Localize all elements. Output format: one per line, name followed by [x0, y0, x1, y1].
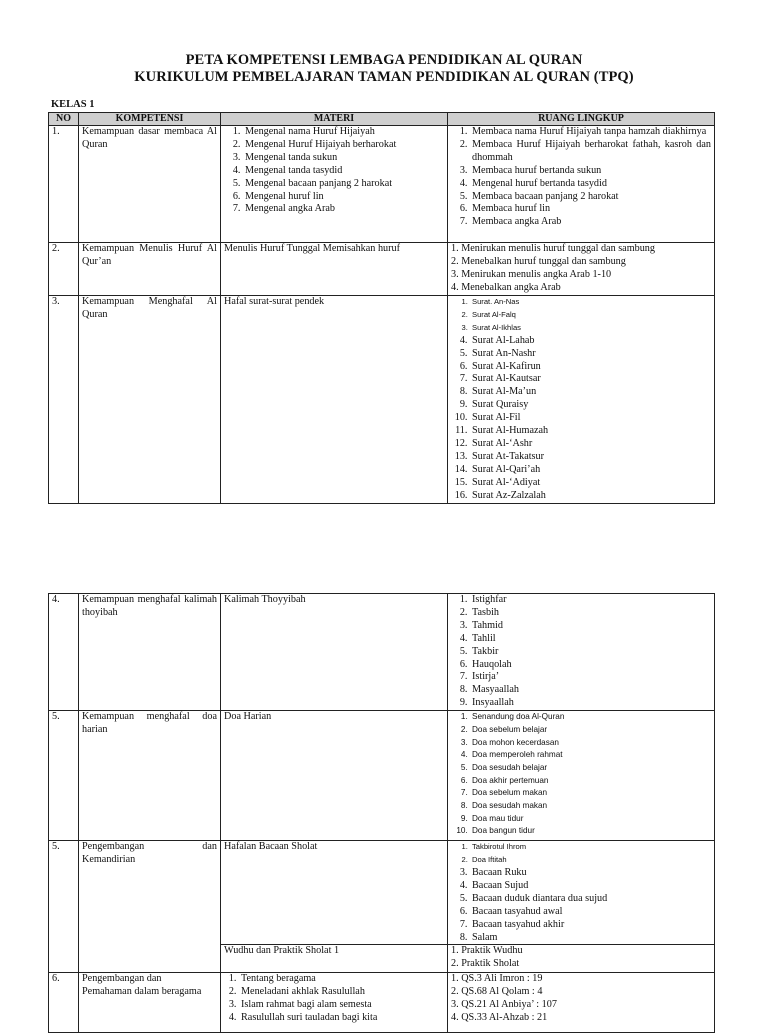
list-item: 4. Bacaan Sujud	[470, 880, 711, 893]
list-item: 4. Menebalkan angka Arab	[451, 281, 561, 293]
list-item: 2. Surat Al-Falq	[470, 309, 711, 322]
list-item: 4. Mengenal huruf bertanda tasydid	[470, 178, 711, 191]
list-item: 6. Surat Al-Kafirun	[470, 361, 711, 374]
list-item: 15. Surat Al-‘Adiyat	[470, 477, 711, 490]
list-item: 9. Doa mau tidur	[470, 813, 711, 826]
list-item: 1. Mengenal nama Huruf Hijaiyah	[243, 126, 444, 139]
list-item: 3. Menirukan menulis angka Arab 1-10	[451, 268, 612, 280]
list-item: 3. Tahmid	[470, 620, 711, 633]
list-item: 3. Surat Al-Ikhlas	[470, 322, 711, 335]
page-title: PETA KOMPETENSI LEMBAGA PENDIDIKAN AL QURAN	[185, 52, 583, 68]
kelas-label: KELAS 1	[51, 99, 95, 110]
list-item: 4. Mengenal tanda tasydid	[243, 165, 444, 178]
list-item: 13. Surat At-Takatsur	[470, 451, 711, 464]
col-header-ruang-lingkup: RUANG LINGKUP	[448, 113, 715, 126]
table-row	[49, 841, 715, 945]
kompetensi-line: Pengembangan dan	[82, 973, 162, 985]
list-item: 6. Hauqolah	[470, 659, 711, 672]
kompetensi-cell: Kemampuan Menulis Huruf Al Qur’an	[79, 243, 221, 296]
table-header-row	[49, 113, 715, 126]
list-item: 8. Surat Al-Ma’un	[470, 386, 711, 399]
list-item: 10. Surat Al-Fil	[470, 412, 711, 425]
kompetensi-word: dan	[202, 841, 217, 853]
list-item: 7. Istirja’	[470, 671, 711, 684]
competency-table-1	[48, 112, 715, 504]
list-item: 9. Surat Quraisy	[470, 399, 711, 412]
list-item: 1. Senandung doa Al-Quran	[470, 711, 711, 724]
ruang-lingkup-cell	[448, 841, 715, 945]
list-item: 3. Islam rahmat bagi alam semesta	[239, 999, 444, 1012]
list-item: 10. Doa bangun tidur	[470, 825, 711, 838]
list-item: 1. Membaca nama Huruf Hijaiyah tanpa hamzah diakhirnya	[470, 126, 711, 139]
row-number: 1.	[49, 126, 79, 243]
kompetensi-line: Pemahaman dalam beragama	[82, 986, 202, 998]
materi-cell: Hafal surat-surat pendek	[221, 296, 448, 504]
list-item: 6. Membaca huruf lin	[470, 203, 711, 216]
kompetensi-cell: Kemampuan menghafal doa harian	[79, 711, 221, 841]
list-item: 4. Rasulullah suri tauladan bagi kita	[239, 1012, 444, 1025]
materi-cell: Wudhu dan Praktik Sholat 1	[221, 945, 448, 973]
table-row	[49, 243, 715, 296]
list-item: 4. Doa memperoleh rahmat	[470, 749, 711, 762]
list-item: 1. Takbirotul Ihrom	[470, 841, 711, 854]
list-item: 14. Surat Al-Qari’ah	[470, 464, 711, 477]
list-item: 7. Surat Al-Kautsar	[470, 373, 711, 386]
list-item: 6. Doa akhir pertemuan	[470, 775, 711, 788]
ruang-lingkup-cell	[448, 711, 715, 841]
col-header-materi: MATERI	[221, 113, 448, 126]
page-subtitle: KURIKULUM PEMBELAJARAN TAMAN PENDIDIKAN AL QURAN (TPQ)	[134, 69, 634, 85]
list-item: 2. Tasbih	[470, 607, 711, 620]
ruang-lingkup-cell	[448, 243, 715, 296]
ruang-lingkup-cell	[448, 296, 715, 504]
ruang-lingkup-cell	[448, 945, 715, 973]
list-item: 1. Istighfar	[470, 594, 711, 607]
kompetensi-word: Pengembangan	[82, 841, 145, 853]
list-item: 5. Takbir	[470, 646, 711, 659]
list-item: 3. Mengenal tanda sukun	[243, 152, 444, 165]
list-item: 9. Insyaallah	[470, 697, 711, 710]
list-item: 2. Menebalkan huruf tunggal dan sambung	[451, 255, 626, 267]
list-item: 6. Mengenal huruf lin	[243, 191, 444, 204]
row-number: 5.	[49, 841, 79, 973]
row-number: 5.	[49, 711, 79, 841]
row-number: 3.	[49, 296, 79, 504]
kompetensi-cell: Kemampuan menghafal kalimah thoyibah	[79, 594, 221, 711]
col-header-kompetensi: KOMPETENSI	[79, 113, 221, 126]
kompetensi-word: Kemandirian	[82, 854, 136, 866]
list-item: 1. Praktik Wudhu	[451, 945, 523, 957]
list-item: 3. Bacaan Ruku	[470, 867, 711, 880]
row-number: 6.	[49, 973, 79, 1033]
list-item: 2. Meneladani akhlak Rasulullah	[239, 986, 444, 999]
list-item: 7. Bacaan tasyahud akhir	[470, 919, 711, 932]
row-number: 2.	[49, 243, 79, 296]
ruang-lingkup-cell	[448, 126, 715, 243]
list-item: 4. QS.33 Al-Ahzab : 21	[451, 1012, 548, 1024]
list-item: 4. Tahlil	[470, 633, 711, 646]
table-row	[49, 126, 715, 243]
list-item: 1. Tentang beragama	[239, 973, 444, 986]
materi-cell	[221, 126, 448, 243]
list-item: 2. QS.68 Al Qolam : 4	[451, 986, 543, 998]
table-row	[49, 711, 715, 841]
materi-cell: Kalimah Thoyyibah	[221, 594, 448, 711]
list-item: 8. Doa sesudah makan	[470, 800, 711, 813]
list-item: 11. Surat Al-Humazah	[470, 425, 711, 438]
list-item: 2. Praktik Sholat	[451, 958, 520, 970]
list-item: 1. Menirukan menulis huruf tunggal dan sambung	[451, 243, 655, 254]
table-row	[49, 296, 715, 504]
materi-cell: Doa Harian	[221, 711, 448, 841]
list-item: 5. Mengenal bacaan panjang 2 harokat	[243, 178, 444, 191]
list-item: 2. Doa sebelum belajar	[470, 724, 711, 737]
list-item: 16. Surat Az-Zalzalah	[470, 490, 711, 503]
kompetensi-cell: Kemampuan Menghafal Al Quran	[79, 296, 221, 504]
materi-cell: Hafalan Bacaan Sholat	[221, 841, 448, 945]
list-item: 7. Doa sebelum makan	[470, 787, 711, 800]
materi-cell: Menulis Huruf Tunggal Memisahkan huruf	[221, 243, 448, 296]
col-header-no: NO	[49, 113, 79, 126]
list-item: 7. Membaca angka Arab	[470, 216, 711, 229]
list-item: 8. Salam	[470, 932, 711, 945]
list-item: 2. Mengenal Huruf Hijaiyah berharokat	[243, 139, 444, 152]
list-item: 3. Doa mohon kecerdasan	[470, 737, 711, 750]
list-item: 2. Membaca Huruf Hijaiyah berharokat fathah, kasroh dan dhommah	[470, 139, 711, 165]
list-item: 12. Surat Al-‘Ashr	[470, 438, 711, 451]
list-item: 3. Membaca huruf bertanda sukun	[470, 165, 711, 178]
list-item: 8. Masyaallah	[470, 684, 711, 697]
row-number: 4.	[49, 594, 79, 711]
kompetensi-cell	[79, 841, 221, 973]
list-item: 6. Bacaan tasyahud awal	[470, 906, 711, 919]
list-item: 5. Membaca bacaan panjang 2 harokat	[470, 191, 711, 204]
list-item: 2. Doa Iftitah	[470, 854, 711, 867]
competency-table-2	[48, 593, 715, 1033]
list-item: 1. Surat. An-Nas	[470, 296, 711, 309]
list-item: 4. Surat Al-Lahab	[470, 335, 711, 348]
list-item: 7. Mengenal angka Arab	[243, 203, 444, 216]
list-item: 5. Doa sesudah belajar	[470, 762, 711, 775]
kompetensi-cell: Kemampuan dasar membaca Al Quran	[79, 126, 221, 243]
list-item: 5. Bacaan duduk diantara dua sujud	[470, 893, 711, 906]
table-row	[49, 594, 715, 711]
list-item: 5. Surat An-Nashr	[470, 348, 711, 361]
ruang-lingkup-cell	[448, 594, 715, 711]
list-item: 1. QS.3 Ali Imron : 19	[451, 973, 543, 985]
list-item: 3. QS.21 Al Anbiya’ : 107	[451, 999, 557, 1011]
